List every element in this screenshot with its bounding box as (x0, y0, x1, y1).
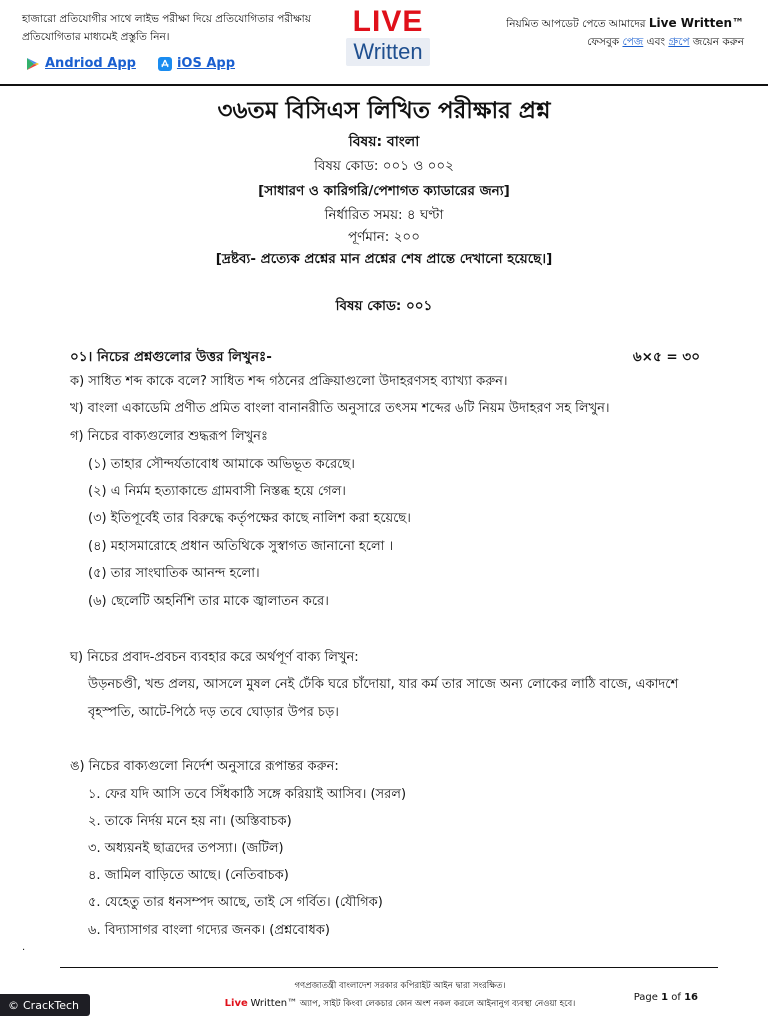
gha-line-2: বৃহস্পতি, আটে-পিঠে দড় তবে ঘোড়ার উপর চড়। (88, 705, 339, 720)
q1-heading: ০১। নিচের প্রশ্নগুলোর উত্তর লিখুনঃ- (70, 349, 272, 365)
live-written-logo (346, 6, 430, 72)
app-links (26, 56, 235, 71)
full-marks: পূর্ণমান: ২০০ (348, 229, 420, 245)
marks-note: [দ্রষ্টব্য- প্রত্যেক প্রশ্নের মান প্রশ্নের শেষ প্রান্তে দেখানো হয়েছে।] (215, 251, 553, 267)
copyright-icon: © (8, 998, 19, 1012)
social-line-2 (444, 33, 744, 51)
cracktech-watermark (0, 994, 90, 1016)
footer-divider (60, 967, 718, 968)
umo-item: ৩. অধ্যয়নই ছাত্রদের তপস্যা। (জটিল) (88, 841, 284, 856)
question-kha: খ) বাংলা একাডেমি প্রণীত প্রমিত বাংলা বানানরীতি অনুসারে তৎসম শব্দের ৬টি নিয়ম উদাহরণ সহ লিখুন। (70, 401, 610, 416)
page-total: 16 (684, 992, 698, 1003)
social-text-c: জয়েন করুন (692, 36, 744, 48)
umo-item: ৫. যেহেতু তার ধনসম্পদ আছে, তাই সে গর্বিত। (যৌগিক) (88, 895, 383, 910)
tagline-line-2: প্রতিযোগিতার মাধ্যমেই প্রস্তুতি নিন। (22, 31, 170, 43)
umo-item: ৬. বিদ্যাসাগর বাংলা গদ্যের জনক। (প্রশ্নবোধক) (88, 923, 330, 938)
ga-item: (৬) ছেলেটি অহর্নিশি তার মাকে জ্বালাতন করে। (88, 594, 329, 609)
footer-warning-line (200, 997, 600, 1011)
header-tagline (22, 10, 322, 46)
q1-marks: ৬×৫ = ৩০ (632, 349, 700, 365)
question-ga: গ) নিচের বাক্যগুলোর শুদ্ধরূপ লিখুনঃ (70, 429, 268, 444)
cracktech-label: CrackTech (23, 998, 79, 1012)
page-current: 1 (661, 992, 669, 1003)
gha-line-1: উড়নচণ্ডী, খন্ড প্রলয়, আসলে মুষল নেই ঢেঁকি ঘরে চাঁদোয়া, যার কর্ম তার সাজে অন্য লোকের লাঠি বাজে, একাদশে (88, 677, 679, 692)
subject-code: বিষয় কোড: ০০১ ও ০০২ (314, 158, 454, 174)
ga-item: (২) এ নির্মম হত্যাকান্ডে গ্রামবাসী নিস্তব্ধ হয়ে গেল। (88, 484, 346, 499)
android-app-label: Andriod App (45, 56, 136, 71)
umo-item: ২. তাকে নির্দয় মনে হয় না। (অস্তিবাচক) (88, 814, 292, 829)
footer-copyright: গণপ্রজাতন্ত্রী বাংলাদেশ সরকার কপিরাইট আইন দ্বারা সংরক্ষিত। (294, 981, 506, 991)
ga-item: (৫) তার সাংঘাতিক আনন্দ হলো। (88, 566, 260, 581)
footer-brand-written: Written™ (250, 998, 298, 1009)
ga-item: (৪) মহাসমারোহে প্রধান অতিথিকে সুস্বাগত জানানো হলো । (88, 539, 394, 554)
question-umo: ঙ) নিচের বাক্যগুলো নির্দেশ অনুসারে রূপান্তর করুন: (70, 759, 339, 774)
question-gha: ঘ) নিচের প্রবাদ-প্রবচন ব্যবহার করে অর্থপূর্ণ বাক্য লিখুন: (70, 650, 359, 665)
header-divider (0, 84, 768, 86)
question-ka: ক) সাধিত শব্দ কাকে বলে? সাধিত শব্দ গঠনের প্রক্রিয়াগুলো উদাহরণসহ ব্যাখ্যা করুন। (70, 374, 508, 389)
logo-live-text: LIVE (352, 5, 424, 38)
android-app-link[interactable] (26, 56, 136, 71)
stray-dot: . (22, 942, 26, 953)
social-line-1 (444, 14, 744, 33)
page-title: ৩৬তম বিসিএস লিখিত পরীক্ষার প্রশ্ন (217, 98, 551, 124)
subject: বিষয়: বাংলা (348, 134, 420, 150)
ga-item: (১) তাহার সৌন্দর্যতাবোধ আমাকে অভিভূত করেছে। (88, 457, 355, 472)
google-play-icon (26, 57, 40, 71)
page-of: of (671, 992, 681, 1003)
header-social (444, 14, 744, 51)
social-prefix: নিয়মিত আপডেট পেতে আমাদের (506, 18, 646, 30)
footer-brand-live: Live (224, 998, 248, 1009)
social-text-a: ফেসবুক (587, 36, 620, 48)
ga-item: (৩) ইতিপূর্বেই তার বিরুদ্ধে কর্তৃপক্ষের কাছে নালিশ করা হয়েছে। (88, 511, 411, 526)
social-brand: Live Written™ (648, 16, 744, 30)
page-label: Page (633, 992, 658, 1003)
page-number (634, 992, 698, 1003)
logo-written-text: Written (346, 38, 430, 66)
tagline-line-1: হাজারো প্রতিযোগীর সাথে লাইভ পরীক্ষা দিয়ে প্রতিযোগিতার পরীক্ষায় (22, 13, 311, 25)
ios-app-label: iOS App (176, 56, 236, 71)
app-store-icon (158, 57, 172, 71)
ios-app-link[interactable] (158, 56, 235, 71)
section-code: বিষয় কোড: ০০১ (335, 298, 433, 314)
facebook-page-link[interactable]: পেজ (622, 36, 644, 48)
cadre-note: [সাধারণ ও কারিগরি/পেশাগত ক্যাডারের জন্য] (258, 183, 510, 199)
social-text-b: এবং (646, 36, 665, 48)
footer-warning: অ্যাপ, সাইট কিংবা লেকচার কোন অংশ নকল করলে আইনানুগ ব্যবস্থা নেওয়া হবে। (299, 999, 576, 1009)
exam-time: নির্ধারিত সময়: ৪ ঘণ্টা (324, 207, 444, 223)
umo-item: ৪. জামিল বাড়িতে আছে। (নেতিবাচক) (88, 868, 289, 883)
umo-item: ১. ফের যদি আসি তবে সিঁধকাঠি সঙ্গে করিয়াই আসিব। (সরল) (88, 787, 407, 802)
facebook-group-link[interactable]: গ্রুপে (668, 36, 690, 48)
